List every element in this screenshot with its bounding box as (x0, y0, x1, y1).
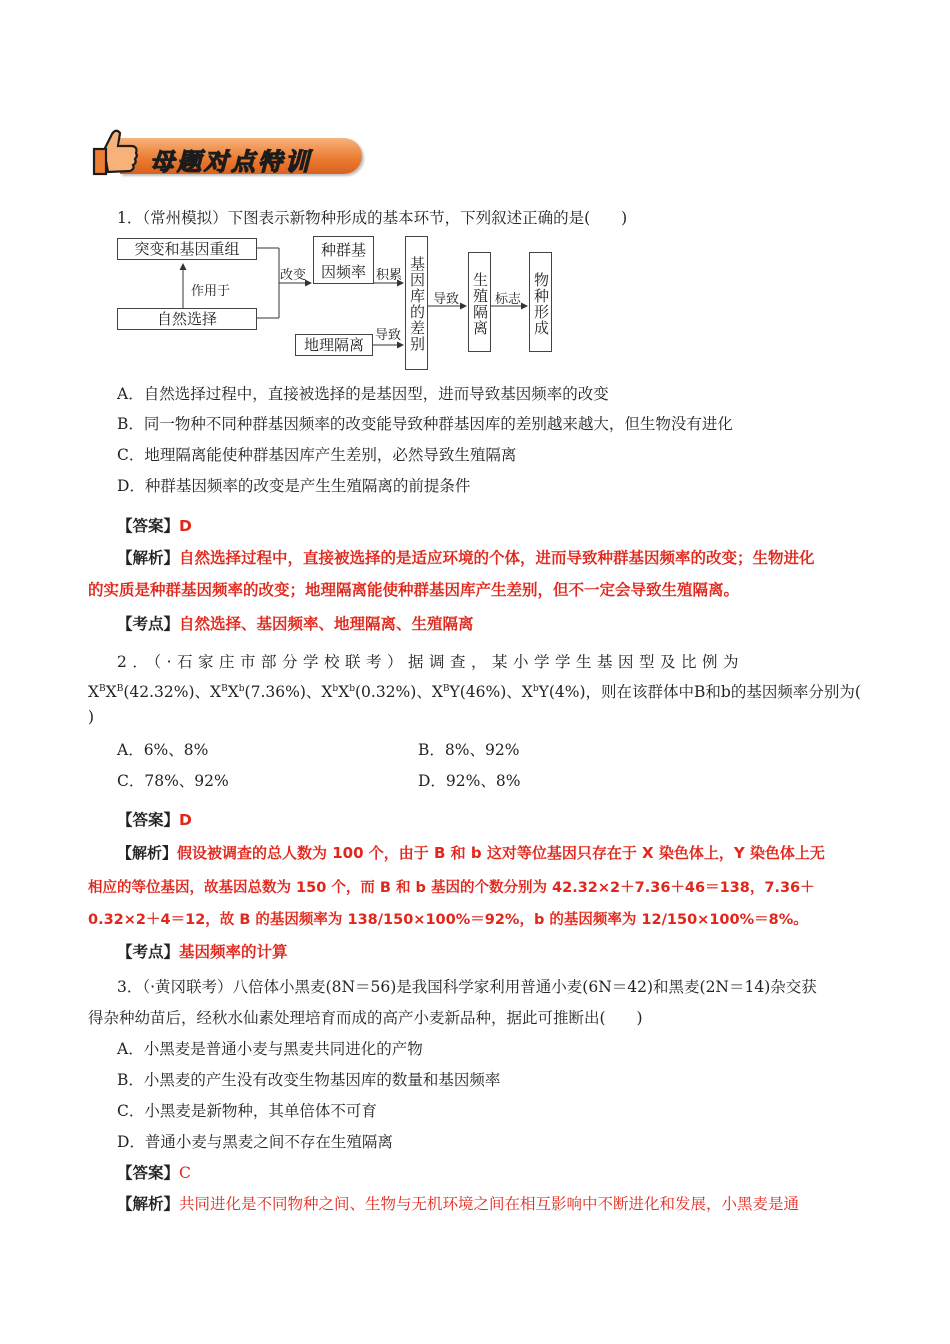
q2-option-d: D．92%、8% (418, 772, 521, 790)
q2-stem-tail: ，则在该群体中B和b的基因频率分别为( (585, 683, 861, 701)
q3-answer-value: C (179, 1164, 191, 1182)
q2-explanation-line1 (117, 842, 825, 863)
thumbs-up-icon (90, 128, 140, 180)
label-accumulate: 积累 (376, 268, 403, 283)
box-reproductive-isolation: 生殖隔离 (468, 252, 491, 352)
q2-option-a: A．6%、8% (117, 741, 209, 759)
q1-diagram (117, 236, 567, 376)
q1-point (117, 612, 474, 634)
q2-stem-line1: 2．（·石家庄市部分学校联考）据调查，某小学学生基因型及比例为 (117, 653, 745, 671)
q2-answer-value: D (179, 811, 192, 829)
label-acts-on: 作用于 (191, 284, 231, 299)
q2-stem-line2: $X^BX^B(42.32\%)$、$X^BX^b(7.36\%)$、$X^bX^b(0.32\%)$、$X^BY(46\%)$、$X^bY(4\%)$，则在该群体中B和b的基因频率分别为( (88, 683, 861, 701)
box-speciation: 物种形成 (529, 252, 552, 352)
q3-answer-key: 【答案】 (117, 1163, 180, 1182)
q3-stem-line1: 3．（·黄冈联考）八倍体小黑麦(8N＝56)是我国科学家利用普通小麦(6N＝42)和黑麦(2N＝14)杂交获 (117, 978, 817, 996)
label-change: 改变 (280, 268, 307, 283)
q1-exp-text1: 自然选择过程中，直接被选择的是适应环境的个体，进而导致种群基因频率的改变；生物进化 (179, 549, 815, 567)
q2-option-b: B．8%、92% (418, 741, 520, 759)
box-gene-frequency-line1: 种群基 (320, 241, 366, 259)
box-geographic-isolation: 地理隔离 (295, 334, 373, 356)
q3-answer (117, 1161, 191, 1183)
q2-genotype-4: Y(46%)、 (449, 683, 522, 701)
q1-point-key: 【考点】 (117, 615, 180, 633)
q1-exp-key: 【解析】 (117, 549, 180, 567)
q3-option-a: A．小黑麦是普通小麦与黑麦共同进化的产物 (117, 1040, 423, 1058)
q2-point-value: 基因频率的计算 (179, 943, 288, 961)
q3-option-c: C．小黑麦是新物种，其单倍体不可育 (117, 1102, 377, 1120)
q2-exp-text1: 假设被调查的总人数为 100 个，由于 B 和 b 这对等位基因只存在于 X 染色体上，Y 染色体上无 (177, 844, 825, 862)
q1-option-c: C．地理隔离能使种群基因库产生差别，必然导致生殖隔离 (117, 446, 517, 464)
q2-genotype-1: (42.32%)、 (123, 683, 211, 701)
box-mutation-recombination: 突变和基因重组 (117, 238, 257, 260)
q1-answer-key: 【答案】 (117, 517, 180, 535)
q3-option-d: D．普通小麦与黑麦之间不存在生殖隔离 (117, 1133, 393, 1151)
q1-explanation-line1 (117, 546, 815, 568)
box-gene-frequency-line2: 因频率 (320, 263, 366, 281)
q2-point (117, 940, 288, 962)
box-natural-selection: 自然选择 (117, 308, 257, 330)
q1-option-d: D．种群基因频率的改变是产生生殖隔离的前提条件 (117, 477, 471, 495)
q1-answer (117, 514, 192, 536)
label-lead-to-1: 导致 (433, 292, 460, 307)
box-gene-pool-difference: 基因库的差别 (405, 236, 428, 370)
q3-exp-text1: 共同进化是不同物种之间、生物与无机环境之间在相互影响中不断进化和发展，小黑麦是通 (179, 1195, 800, 1213)
q2-explanation-line3: 0.32×2＋4＝12，故 B 的基因频率为 138/150×100%＝92%，b 的基因频率为 12/150×100%＝8%。 (88, 912, 808, 928)
banner-title: 母题对点特训 (150, 148, 312, 176)
q2-answer-key: 【答案】 (117, 811, 180, 829)
q2-stem-line3: ) (88, 708, 95, 726)
q2-genotype-3: (0.32%)、 (355, 683, 432, 701)
q3-explanation-line1 (117, 1192, 799, 1214)
q3-option-b: B．小黑麦的产生没有改变生物基因库的数量和基因频率 (117, 1071, 501, 1089)
q2-option-c: C．78%、92% (117, 772, 229, 790)
section-banner (90, 128, 362, 178)
q2-exp-key: 【解析】 (117, 844, 178, 862)
q1-stem: 1．（常州模拟）下图表示新物种形成的基本环节，下列叙述正确的是( ) (117, 209, 628, 227)
q1-option-b: B．同一物种不同种群基因频率的改变能导致种群基因库的差别越来越大，但生物没有进化 (117, 415, 733, 433)
q2-genotype-2: (7.36%)、 (244, 683, 322, 701)
q3-exp-key: 【解析】 (117, 1194, 180, 1213)
q2-point-key: 【考点】 (117, 943, 180, 961)
q1-explanation-line2: 的实质是种群基因频率的改变；地理隔离能使种群基因库产生差别，但不一定会导致生殖隔离。 (88, 581, 740, 599)
q1-point-value: 自然选择、基因频率、地理隔离、生殖隔离 (179, 615, 474, 633)
label-mark: 标志 (495, 292, 522, 307)
q1-option-a: A．自然选择过程中，直接被选择的是基因型，进而导致基因频率的改变 (117, 385, 609, 403)
q1-answer-value: D (179, 517, 192, 535)
label-lead-to-2: 导致 (375, 328, 402, 343)
q3-stem-line2: 得杂种幼苗后，经秋水仙素处理培育而成的高产小麦新品种，据此可推断出( ) (88, 1009, 643, 1027)
q2-explanation-line2: 相应的等位基因，故基因总数为 150 个，而 B 和 b 基因的个数分别为 42.32×2＋7.36＋46＝138，7.36＋ (88, 880, 815, 896)
q2-genotype-5: Y(4%) (538, 683, 586, 701)
q2-answer (117, 808, 192, 830)
box-gene-frequency (313, 236, 374, 284)
